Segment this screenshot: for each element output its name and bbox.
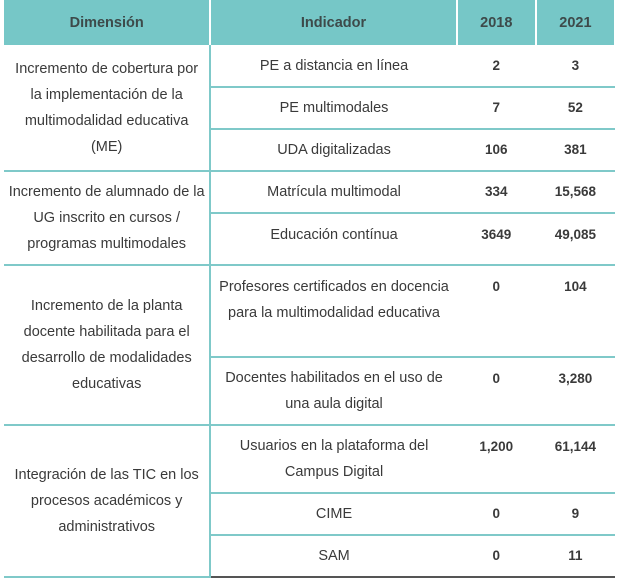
value-2021-cell: 52 <box>536 87 615 129</box>
value-2018-cell: 334 <box>457 171 536 213</box>
table-row <box>4 425 615 493</box>
header-2018: 2018 <box>457 0 536 45</box>
header-dimension: Dimensión <box>4 0 210 45</box>
indicator-cell: Educación contínua <box>210 213 456 265</box>
indicator-cell: Docentes habilitados en el uso de una aula digital <box>210 357 456 425</box>
header-row <box>4 0 615 45</box>
value-2021-cell: 381 <box>536 129 615 171</box>
table-row <box>4 171 615 213</box>
indicator-cell: PE multimodales <box>210 87 456 129</box>
indicator-cell: Profesores certificados en docencia para la multimodalidad educativa <box>210 265 456 357</box>
value-2021-cell: 11 <box>536 535 615 577</box>
value-2018-cell: 0 <box>457 357 536 425</box>
indicators-table <box>4 0 616 578</box>
header-2021: 2021 <box>536 0 615 45</box>
value-2021-cell: 3 <box>536 45 615 87</box>
table-row <box>4 45 615 87</box>
value-2018-cell: 1,200 <box>457 425 536 493</box>
value-2021-cell: 15,568 <box>536 171 615 213</box>
value-2018-cell: 0 <box>457 493 536 535</box>
value-2018-cell: 7 <box>457 87 536 129</box>
indicator-cell: PE a distancia en línea <box>210 45 456 87</box>
dimension-cell: Incremento de la planta docente habilitada para el desarrollo de modalidades educativas <box>4 265 210 425</box>
indicator-cell: Matrícula multimodal <box>210 171 456 213</box>
dimension-cell: Incremento de cobertura por la implementación de la multimodalidad educativa (ME) <box>4 45 210 171</box>
indicator-cell: SAM <box>210 535 456 577</box>
value-2021-cell: 3,280 <box>536 357 615 425</box>
value-2018-cell: 2 <box>457 45 536 87</box>
table-row <box>4 265 615 357</box>
indicator-cell: CIME <box>210 493 456 535</box>
dimension-cell: Integración de las TIC en los procesos académicos y administrativos <box>4 425 210 577</box>
value-2018-cell: 106 <box>457 129 536 171</box>
value-2021-cell: 104 <box>536 265 615 357</box>
value-2018-cell: 0 <box>457 535 536 577</box>
indicator-cell: Usuarios en la plataforma del Campus Digital <box>210 425 456 493</box>
value-2018-cell: 3649 <box>457 213 536 265</box>
value-2021-cell: 61,144 <box>536 425 615 493</box>
value-2018-cell: 0 <box>457 265 536 357</box>
dimension-cell: Incremento de alumnado de la UG inscrito en cursos / programas multimodales <box>4 171 210 265</box>
value-2021-cell: 9 <box>536 493 615 535</box>
header-indicator: Indicador <box>210 0 456 45</box>
value-2021-cell: 49,085 <box>536 213 615 265</box>
indicator-cell: UDA digitalizadas <box>210 129 456 171</box>
